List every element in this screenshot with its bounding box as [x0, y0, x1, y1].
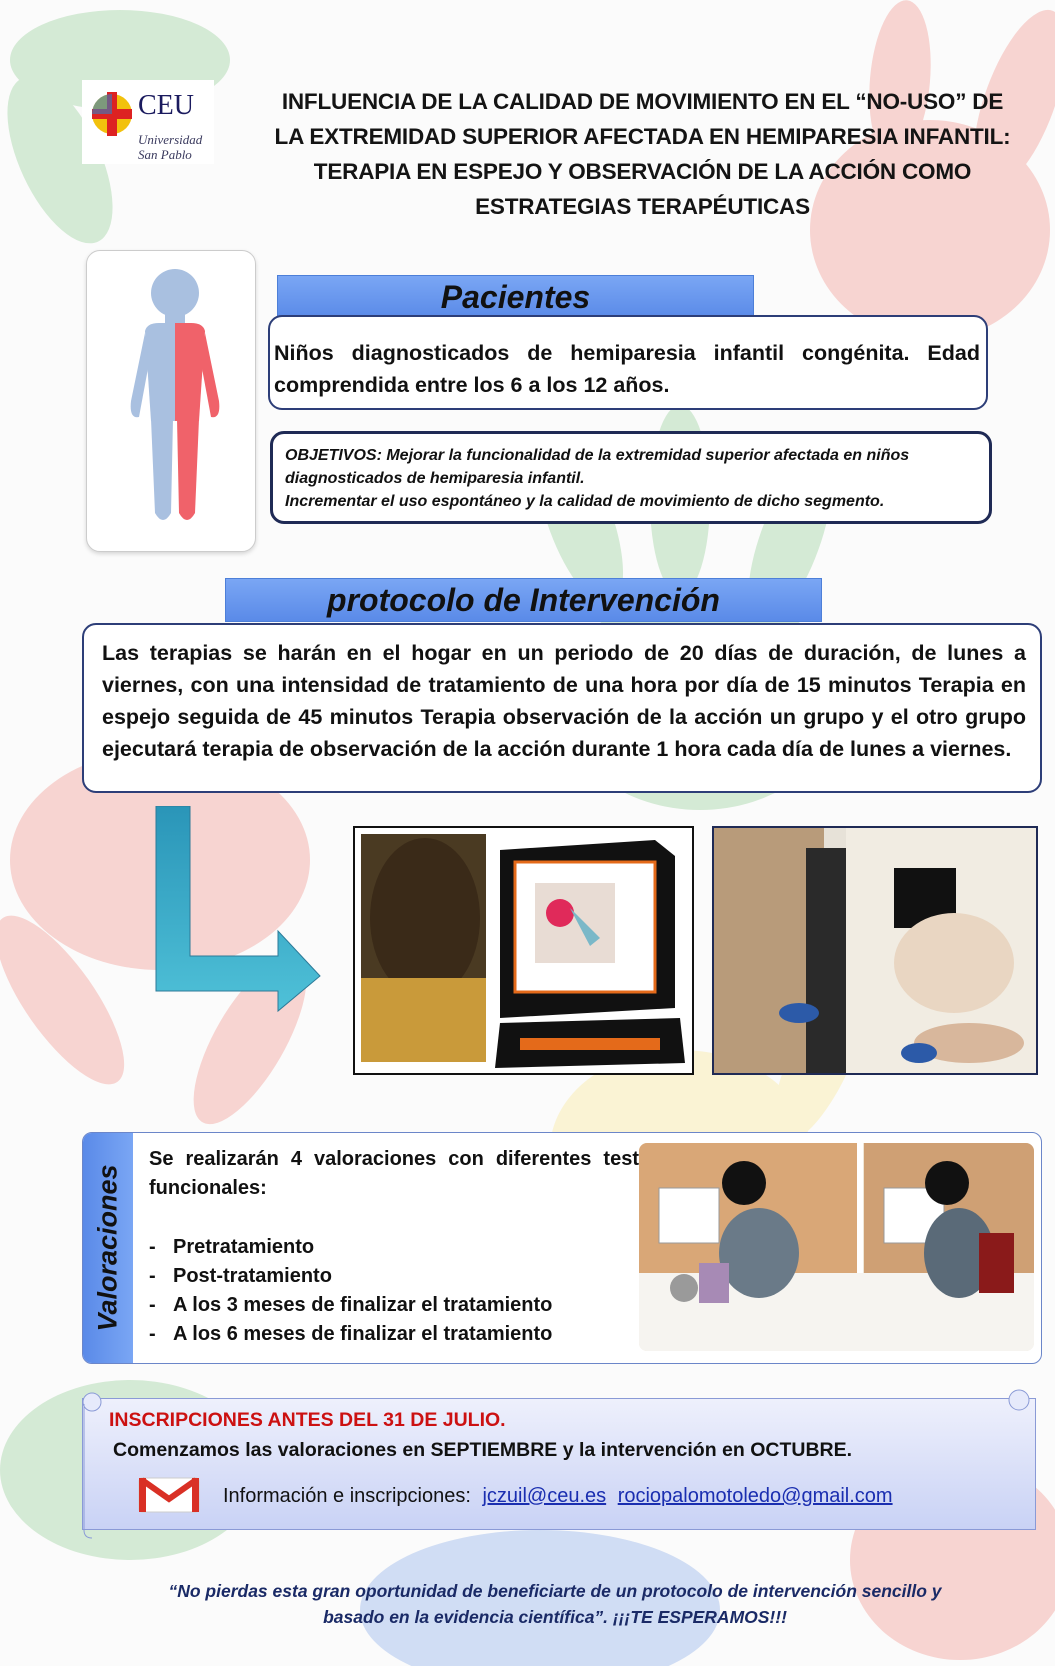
valoraciones-intro: Se realizarán 4 valoraciones con diferentes test funcionales:	[149, 1148, 639, 1199]
logo-name: CEU	[138, 90, 194, 121]
logo-subtitle: Universidad San Pablo	[138, 132, 203, 162]
poster-title: INFLUENCIA DE LA CALIDAD DE MOVIMIENTO EN EL “NO-USO” DE LA EXTREMIDAD SUPERIOR AFECTADA EN HEMIPARESIA INFANTIL: TERAPIA EN ESPEJO Y OBSERVACIÓN DE LA ACCIÓN COMO ESTRATEGIAS TERAPÉUTICAS	[274, 89, 1011, 219]
list-item: - Pretratamiento	[149, 1233, 552, 1262]
objetivos-box	[270, 431, 992, 524]
list-item: - Post-tratamiento	[149, 1262, 552, 1291]
protocolo-heading: protocolo de Intervención	[225, 578, 822, 622]
child-hemiparesis-icon	[87, 251, 255, 551]
gmail-icon	[138, 1477, 200, 1513]
valoraciones-box	[82, 1132, 1042, 1364]
objetivos-text-2: Incrementar el uso espontáneo y la calidad de movimiento de dicho segmento.	[285, 493, 885, 510]
pacientes-text: Niños diagnosticados de hemiparesia infantil congénita. Edad comprendida entre los 6 a los 12 años.	[268, 315, 988, 410]
list-item: - A los 6 meses de finalizar el tratamiento	[149, 1320, 552, 1349]
closing-quote: “No pierdas esta gran oportunidad de beneficiarte de un protocolo de intervención sencillo y basado en la evidencia científica”. ¡¡¡TE ESPERAMOS!!!	[168, 1581, 942, 1627]
inscripciones-deadline: INSCRIPCIONES ANTES DEL 31 DE JULIO.	[109, 1409, 506, 1431]
email-link-jczuil[interactable]: jczuil@ceu.es	[482, 1485, 607, 1507]
list-item: - A los 3 meses de finalizar el tratamiento	[149, 1291, 552, 1320]
info-label: Información e inscripciones:	[223, 1485, 471, 1507]
ceu-cross-icon	[90, 86, 134, 142]
contact-row	[223, 1485, 893, 1508]
scroll-curl-right	[1004, 1386, 1034, 1416]
protocolo-text: Las terapias se harán en el hogar en un periodo de 20 días de duración, de lunes a viernes, con una intensidad de tratamiento de una hora por día de 15 minutos Terapia en espejo seguida de 45 minutos Terapia observación de la acción un grupo y el otro grupo ejecutará terapia de observación de la acción durante 1 hora cada día de lunes a viernes.	[82, 623, 1042, 793]
objetivos-text-1: OBJETIVOS: Mejorar la funcionalidad de la extremidad superior afectada en niños diagnosticados de hemiparesia infantil.	[285, 447, 910, 487]
arrow-right-icon	[150, 806, 325, 1016]
mirror-therapy-photo	[712, 826, 1038, 1075]
pacientes-heading: Pacientes	[277, 275, 754, 319]
assessment-photos	[639, 1143, 1034, 1351]
valoraciones-label-bar	[83, 1133, 133, 1363]
valoraciones-list	[149, 1233, 552, 1349]
inscripciones-banner	[82, 1398, 1036, 1530]
inscripciones-start: Comenzamos las valoraciones en SEPTIEMBRE y la intervención en OCTUBRE.	[113, 1439, 853, 1461]
valoraciones-label: Valoraciones	[92, 1164, 123, 1332]
scroll-curl-left	[76, 1390, 106, 1540]
therapy-illustration-photo	[353, 826, 694, 1075]
ceu-logo	[82, 80, 214, 164]
email-link-rocio[interactable]: rociopalomotoledo@gmail.com	[617, 1485, 893, 1507]
child-figure-card	[86, 250, 256, 552]
